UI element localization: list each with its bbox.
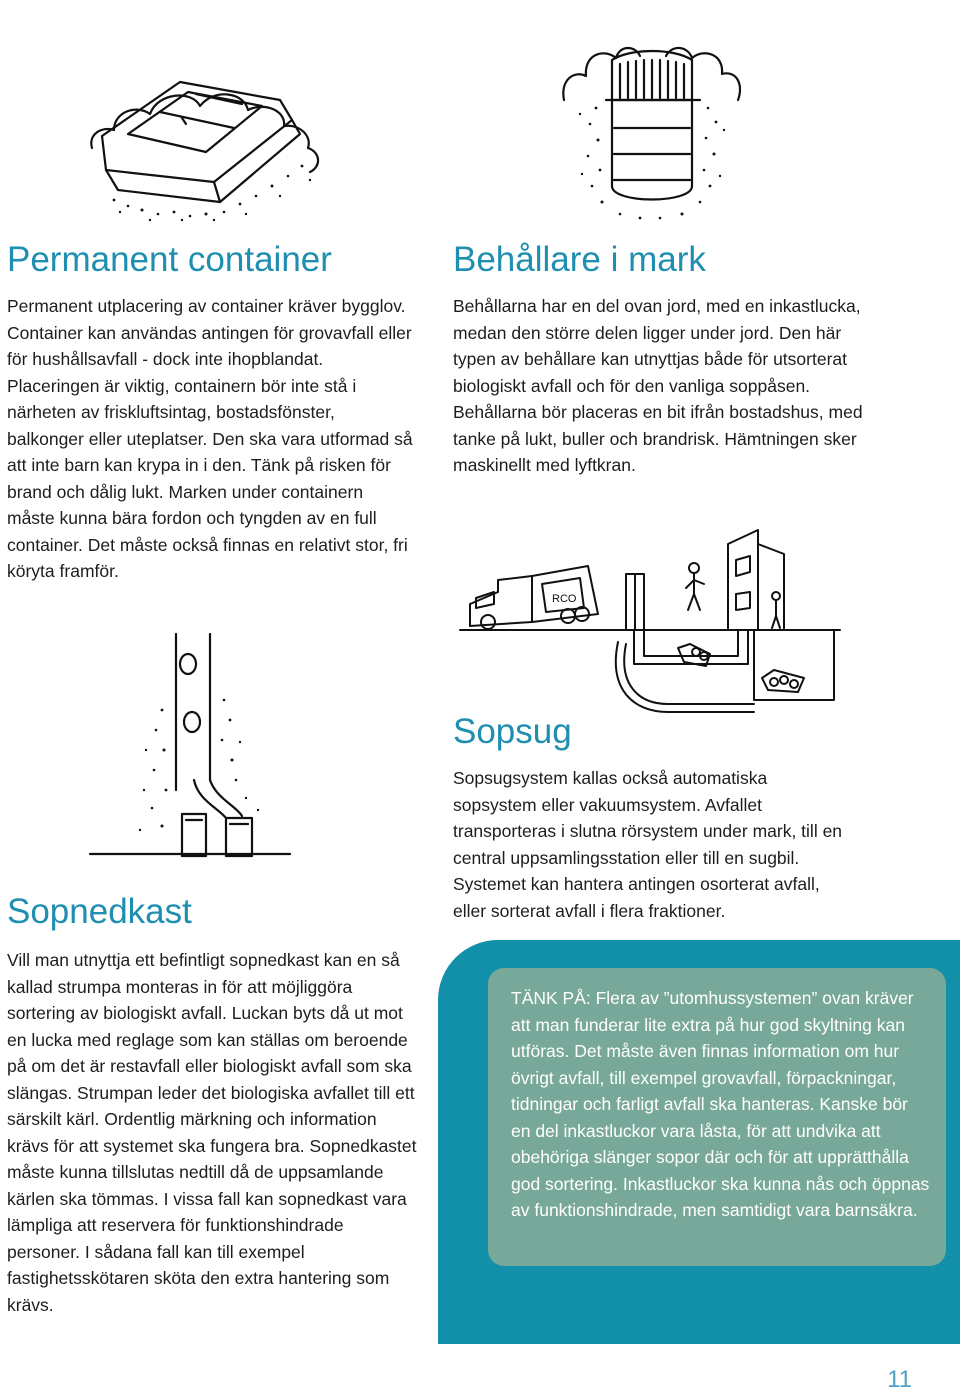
- page-number: 11: [887, 1366, 912, 1393]
- body-sopnedkast: Vill man utnyttja ett befintligt sopnedkast kan en så kallad strumpa monteras in för att möjliggöra sortering av biologiskt avfall. Luckan byts då ut mot en lucka med reglage som kan ställas om beroende på om det är restavfall eller biologiskt avfall som ska slängas. Strumpan leder det biologiska avfallet till ett särskilt kärl. Ordentlig märkning och information krävs för att systemet ska fungera bra. Sopnedkastet måste kunna tillslutas nedtill då de uppsamlande kärlen ska tömmas. I vissa fall kan sopnedkast vara lämpliga att reservera för funktionshindrade personer. I sådana fall kan till exempel fastighetsskötaren sköta den extra hantering som krävs.: [7, 950, 417, 1315]
- underground-container-illustration: [560, 4, 744, 232]
- body-behallare-i-mark: Behållarna har en del ovan jord, med en inkastlucka, medan den större delen ligger under jord. Den här typen av behållare kan utnyttjas både för utsorterat biologiskt avfall och för den vanliga soppåsen. Behållarna bör placeras en bit ifrån bostadshus, med tanke på lukt, buller och brandrisk. Hämtningen sker maskinellt med lyftkran.: [453, 296, 863, 475]
- body-permanent-container: Permanent utplacering av container kräver bygglov. Container kan användas antingen för grovavfall eller för hushållsavfall - dock inte ihopblandat. Placeringen är viktig, containern bör inte stå i närheten av friskluftsintag, bostadsfönster, balkonger eller uteplatser. Den ska vara utformad så att inte barn kan krypa in i den. Tänk på risken för brand och dålig lukt. Marken under containern måste kunna bära fordon och tyngden av en full container. Det måste också finnas en relativt stor, fri köryta framför.: [7, 296, 413, 581]
- heading-behallare-i-mark: Behållare i mark: [453, 240, 706, 279]
- body-sopsug: Sopsugsystem kallas också automatiska sopsystem eller vakuumsystem. Avfallet transporteras i slutna rörsystem under mark, till en central uppsamlingsstation eller till en sugbil. Systemet kan hantera antingen osorterat avfall, eller sorterat avfall i flera fraktioner.: [453, 768, 843, 921]
- tip-text: TÄNK PÅ: Flera av ”utomhussystemen” ovan kräver att man funderar lite extra på hur god skyltning kan utföras. Det måste även finnas information om hur övrigt avfall, till exempel grovavfall, förpackningar, tidningar och farligt avfall ska hanteras. Kanske bör en del inkastluckor vara låsta, för att undvika att obehöriga slänger sopor där och för att upprätthålla god sortering. Inkastluckor ska kunna nås och öppnas av funktionshindrade, men samtidigt vara barnsäkra.: [511, 988, 930, 1220]
- container-illustration: [84, 30, 328, 224]
- vacuum-system-illustration: [458, 514, 842, 720]
- chute-illustration: [86, 630, 292, 862]
- heading-sopsug: Sopsug: [453, 712, 572, 751]
- heading-sopnedkast: Sopnedkast: [7, 892, 192, 931]
- heading-permanent-container: Permanent container: [7, 240, 332, 279]
- truck-sign: RCO: [552, 593, 577, 605]
